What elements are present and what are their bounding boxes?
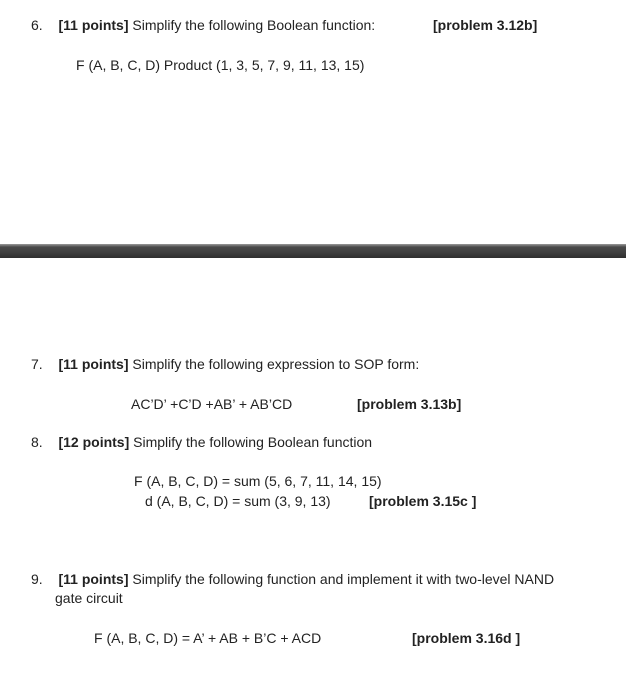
problem-7-ref: [problem 3.13b] bbox=[357, 396, 462, 412]
problem-6-text: Simplify the following Boolean function: bbox=[132, 17, 376, 33]
problem-9-function: F (A, B, C, D) = A’ + AB + B’C + ACD bbox=[94, 630, 322, 646]
problem-7-points: [11 points] bbox=[58, 356, 129, 372]
problem-6-ref: [problem 3.12b] bbox=[433, 17, 538, 33]
problem-8-heading bbox=[31, 433, 372, 451]
problem-8-points: [12 points] bbox=[58, 434, 130, 450]
problem-8-function: F (A, B, C, D) = sum (5, 6, 7, 11, 14, 15) bbox=[134, 473, 382, 489]
problem-9-heading bbox=[31, 570, 554, 588]
problem-8-dont-care: d (A, B, C, D) = sum (3, 9, 13) bbox=[145, 493, 331, 509]
problem-8-ref: [problem 3.15c ] bbox=[369, 493, 477, 509]
problem-9-points: [11 points] bbox=[58, 571, 129, 587]
problem-8-number: 8. bbox=[31, 434, 43, 450]
problem-9-number: 9. bbox=[31, 571, 43, 587]
problem-6-points: [11 points] bbox=[58, 17, 129, 33]
problem-7-expression: AC’D’ +C’D +AB’ + AB’CD bbox=[131, 396, 293, 412]
page-divider bbox=[0, 244, 626, 258]
problem-9-ref: [problem 3.16d ] bbox=[412, 630, 521, 646]
problem-7-number: 7. bbox=[31, 356, 43, 372]
problem-9-text-continued: gate circuit bbox=[55, 590, 123, 606]
problem-8-text: Simplify the following Boolean function bbox=[133, 434, 373, 450]
problem-6-heading bbox=[31, 16, 375, 34]
problem-6-number: 6. bbox=[31, 17, 43, 33]
problem-7-text: Simplify the following expression to SOP form: bbox=[132, 356, 420, 372]
problem-6-function: F (A, B, C, D) Product (1, 3, 5, 7, 9, 11, 13, 15) bbox=[76, 57, 365, 73]
problem-9-text: Simplify the following function and implement it with two-level NAND bbox=[132, 571, 555, 587]
problem-7-heading bbox=[31, 355, 419, 373]
